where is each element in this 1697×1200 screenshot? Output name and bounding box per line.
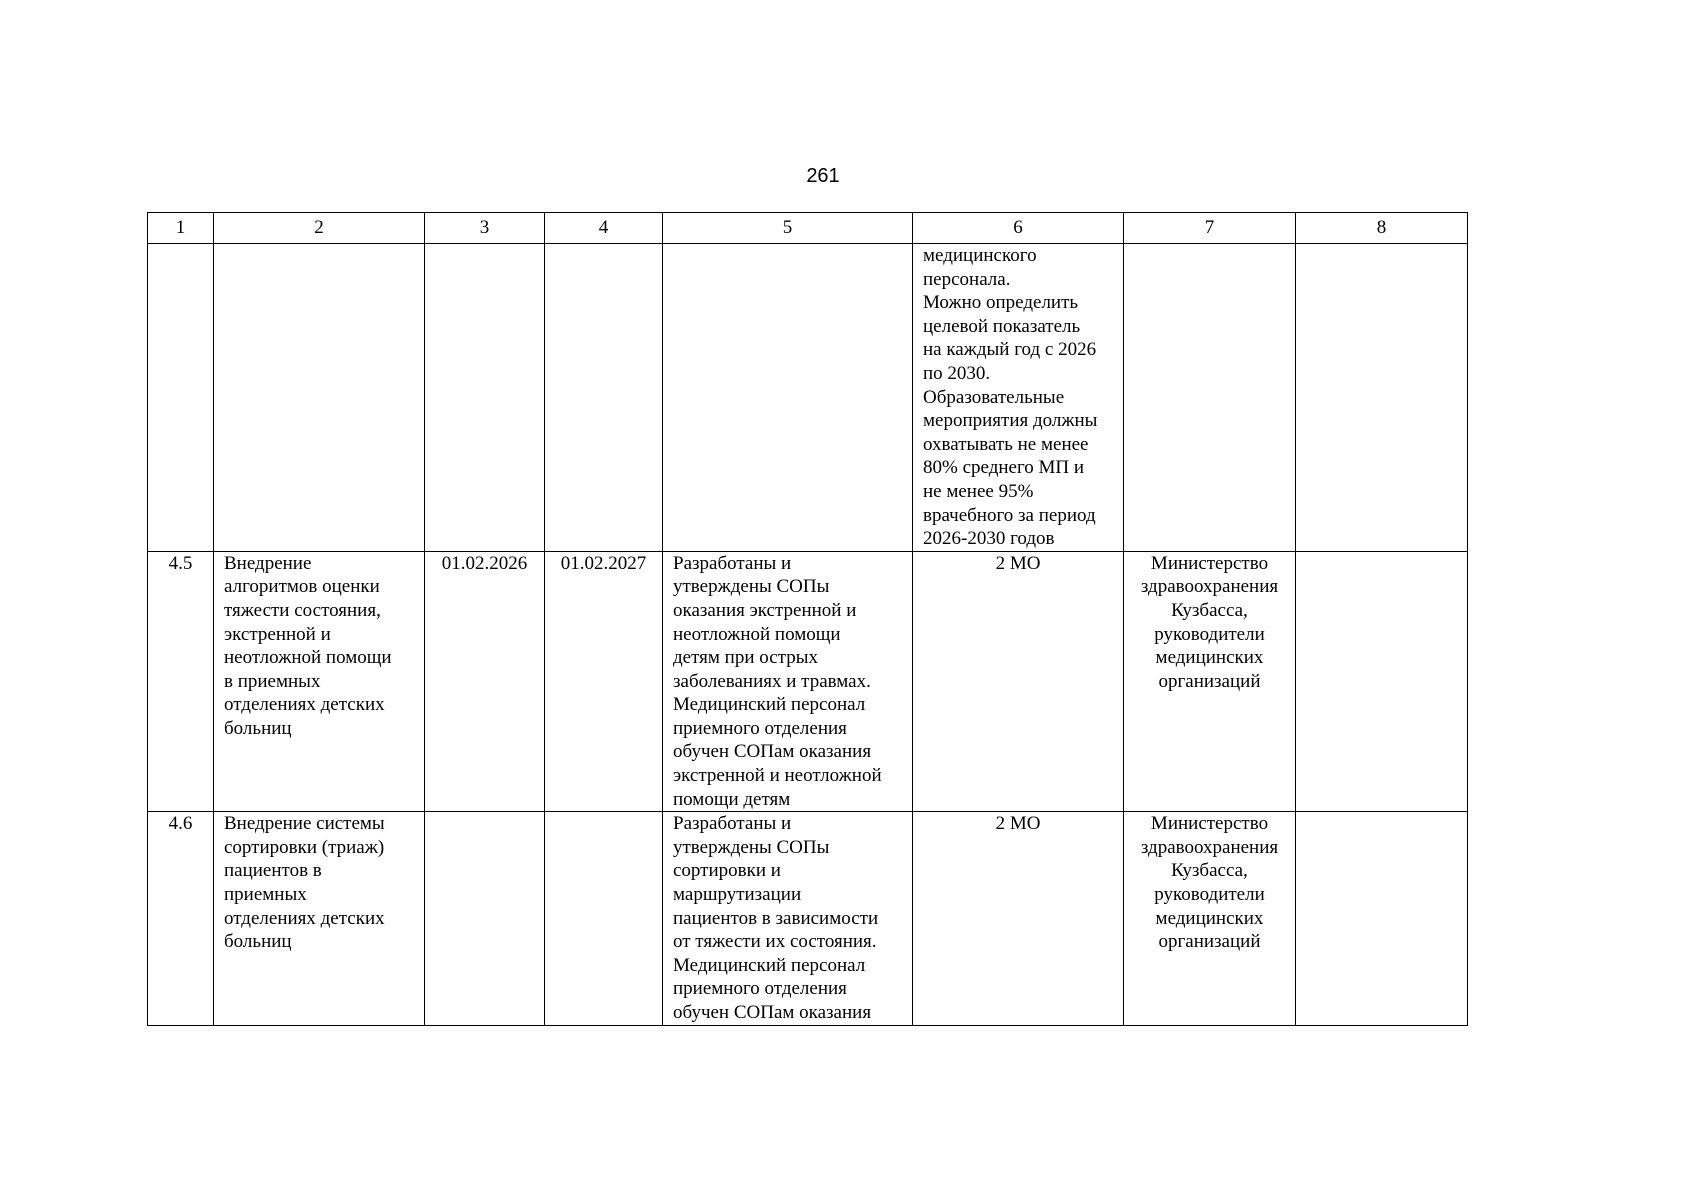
start-date-cell — [425, 812, 545, 1025]
result-text: Разработаны и утверждены СОПы сортировки и маршрутизации пациентов в зависимости от тяжести их состояния. Медицинский персонал приемного отделения обучен СОПам оказания — [673, 813, 879, 1023]
indicator-text: 2 МО — [995, 813, 1041, 835]
note-cell — [1296, 551, 1468, 812]
table-row — [148, 551, 1468, 812]
start-date-cell — [425, 551, 545, 812]
table-header-row — [148, 213, 1468, 244]
row-number-cell — [148, 551, 214, 812]
header-cell-6: 6 — [913, 213, 1124, 244]
header-cell-2: 2 — [214, 213, 425, 244]
end-date-cell — [545, 812, 663, 1025]
measures-table — [147, 212, 1468, 1026]
measure-name: Внедрение алгоритмов оценки тяжести состояния, экстренной и неотложной помощи в приемных отделениях детских больниц — [224, 552, 392, 739]
result-cell — [663, 551, 913, 812]
row-number-cell — [148, 244, 214, 552]
end-date-cell — [545, 244, 663, 552]
page-number: 261 — [806, 165, 840, 187]
measure-name-cell — [214, 244, 425, 552]
measure-name-cell — [214, 812, 425, 1025]
measure-name: Внедрение системы сортировки (триаж) пациентов в приемных отделениях детских больниц — [224, 813, 385, 953]
table-row — [148, 244, 1468, 552]
responsible-text: Министерство здравоохранения Кузбасса, руководители медицинских организаций — [1140, 813, 1279, 953]
indicator-text: медицинского персонала. Можно определить целевой показатель на каждый год с 2026 по 2030. Образовательные мероприятия должны охватывать не менее 80% среднего МП и не менее 95% врачебного за период 2026-2030 годов — [923, 245, 1098, 550]
end-date: 01.02.2027 — [560, 552, 647, 574]
header-cell-4: 4 — [545, 213, 663, 244]
responsible-text: Министерство здравоохранения Кузбасса, руководители медицинских организаций — [1140, 552, 1279, 692]
indicator-text: 2 МО — [995, 552, 1041, 574]
result-cell — [663, 812, 913, 1025]
indicator-cell — [913, 812, 1124, 1025]
start-date-cell — [425, 244, 545, 552]
note-cell — [1296, 244, 1468, 552]
result-text: Разработаны и утверждены СОПы оказания экстренной и неотложной помощи детям при острых заболеваниях и травмах. Медицинский персонал приемного отделения обучен СОПам оказания экстренной и неотложной помощи детям — [673, 552, 882, 810]
responsible-cell — [1124, 551, 1296, 812]
row-number: 4.6 — [168, 813, 193, 835]
table-row — [148, 812, 1468, 1025]
header-cell-8: 8 — [1296, 213, 1468, 244]
start-date: 01.02.2026 — [441, 552, 528, 574]
result-cell — [663, 244, 913, 552]
header-cell-3: 3 — [425, 213, 545, 244]
indicator-cell — [913, 551, 1124, 812]
measure-name-cell — [214, 551, 425, 812]
end-date-cell — [545, 551, 663, 812]
header-cell-7: 7 — [1124, 213, 1296, 244]
header-cell-1: 1 — [148, 213, 214, 244]
indicator-cell — [913, 244, 1124, 552]
header-cell-5: 5 — [663, 213, 913, 244]
responsible-cell — [1124, 812, 1296, 1025]
responsible-cell — [1124, 244, 1296, 552]
row-number: 4.5 — [168, 552, 193, 574]
note-cell — [1296, 812, 1468, 1025]
row-number-cell — [148, 812, 214, 1025]
